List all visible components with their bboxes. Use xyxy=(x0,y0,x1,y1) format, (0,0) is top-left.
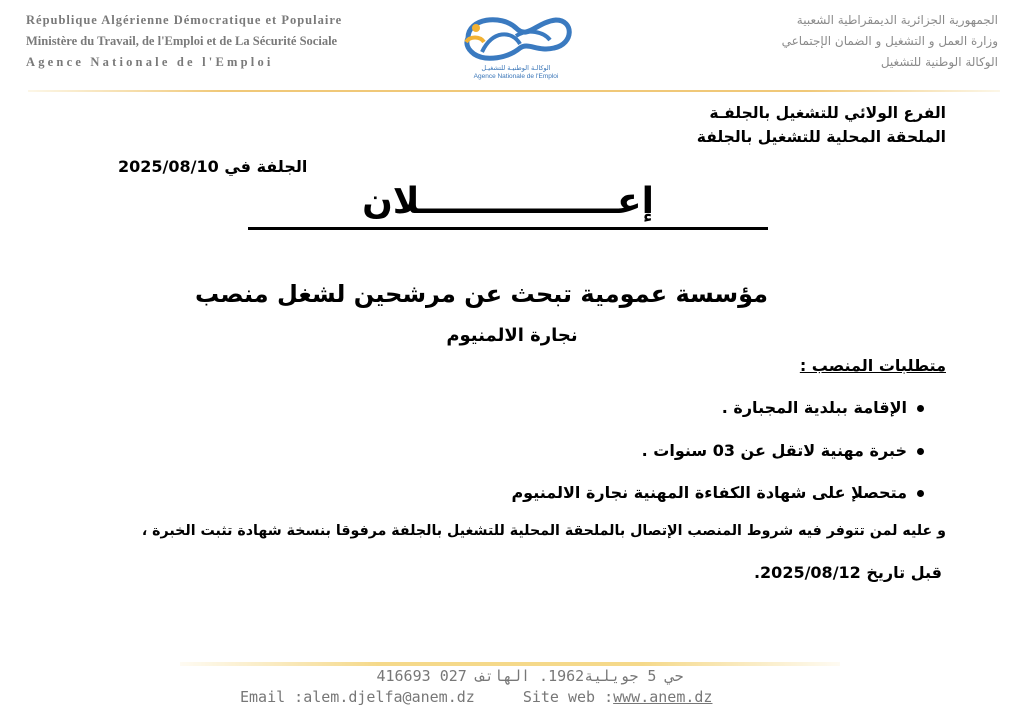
requirements-heading: متطلبات المنصب : xyxy=(799,356,946,375)
french-header-agency: Agence Nationale de l'Emploi xyxy=(26,55,274,69)
bullet-icon xyxy=(917,405,924,412)
requirement-item xyxy=(511,483,924,502)
requirement-text: متحصلإ على شهادة الكفاءة المهنية نجارة الالمنيوم xyxy=(511,483,907,502)
french-header xyxy=(26,10,342,73)
deadline-value: 2025/08/12. xyxy=(753,563,861,582)
issue-date xyxy=(118,157,307,176)
title-underline xyxy=(248,227,768,230)
bullet-icon xyxy=(917,490,924,497)
header-divider xyxy=(28,90,1000,92)
french-header-republic: République Algérienne Démocratique et Populaire xyxy=(26,13,343,27)
position-title: نجارة الالمنيوم xyxy=(446,325,578,346)
footer-website-label: Site web : xyxy=(522,688,614,706)
announcement-title: إعــــــــــــــــلان xyxy=(362,181,654,222)
branch-local: الملحقة المحلية للتشغيل بالجلفة xyxy=(696,128,946,146)
issue-date-prefix: الجلفة في xyxy=(224,157,308,176)
deadline xyxy=(754,563,942,582)
logo-caption-french: Agence Nationale de l'Emploi xyxy=(473,73,559,80)
footer-website-link[interactable]: www.anem.dz xyxy=(613,688,713,706)
footer-address-phone: حي 5 جويلية1962. الهاتف 027 416693 xyxy=(376,667,684,685)
french-header-ministry: Ministère du Travail, de l'Emploi et de La Sécurité Sociale xyxy=(26,34,338,48)
footer-email: Email :alem.djelfa@anem.dz xyxy=(240,688,475,706)
footer-contact xyxy=(240,688,712,706)
bullet-icon xyxy=(917,448,924,455)
branch-wilaya: الفرع الولائي للتشغيل بالجلفـة xyxy=(709,104,946,122)
arabic-header xyxy=(782,10,998,73)
logo-caption-arabic: الوكالـة الوطنيـة للتشغيـل xyxy=(481,64,551,72)
footer-divider xyxy=(180,662,840,666)
requirement-item xyxy=(642,441,924,460)
requirement-text: الإقامة ببلدية المجبارة . xyxy=(721,398,907,417)
application-instructions: و عليه لمن تتوفر فيه شروط المنصب الإتصال بالملحقة المحلية للتشغيل بالجلفة مرفوقا بنسخة شهادة تثبت الخبرة ، xyxy=(141,523,946,539)
arabic-header-ministry: وزارة العمل و التشغيل و الضمان الإجتماعي xyxy=(781,34,998,48)
arabic-header-republic: الجمهورية الجزائرية الديمقراطية الشعبية xyxy=(796,13,998,27)
issue-date-value: 2025/08/10 xyxy=(118,157,219,176)
arabic-header-agency: الوكالة الوطنية للتشغيل xyxy=(880,55,998,69)
requirement-text: خبرة مهنية لاتقل عن 03 سنوات . xyxy=(641,441,907,460)
requirement-item xyxy=(722,398,924,417)
organization-statement: مؤسسة عمومية تبحث عن مرشحين لشغل منصب xyxy=(194,280,768,308)
deadline-prefix: قبل تاريخ xyxy=(866,563,942,582)
